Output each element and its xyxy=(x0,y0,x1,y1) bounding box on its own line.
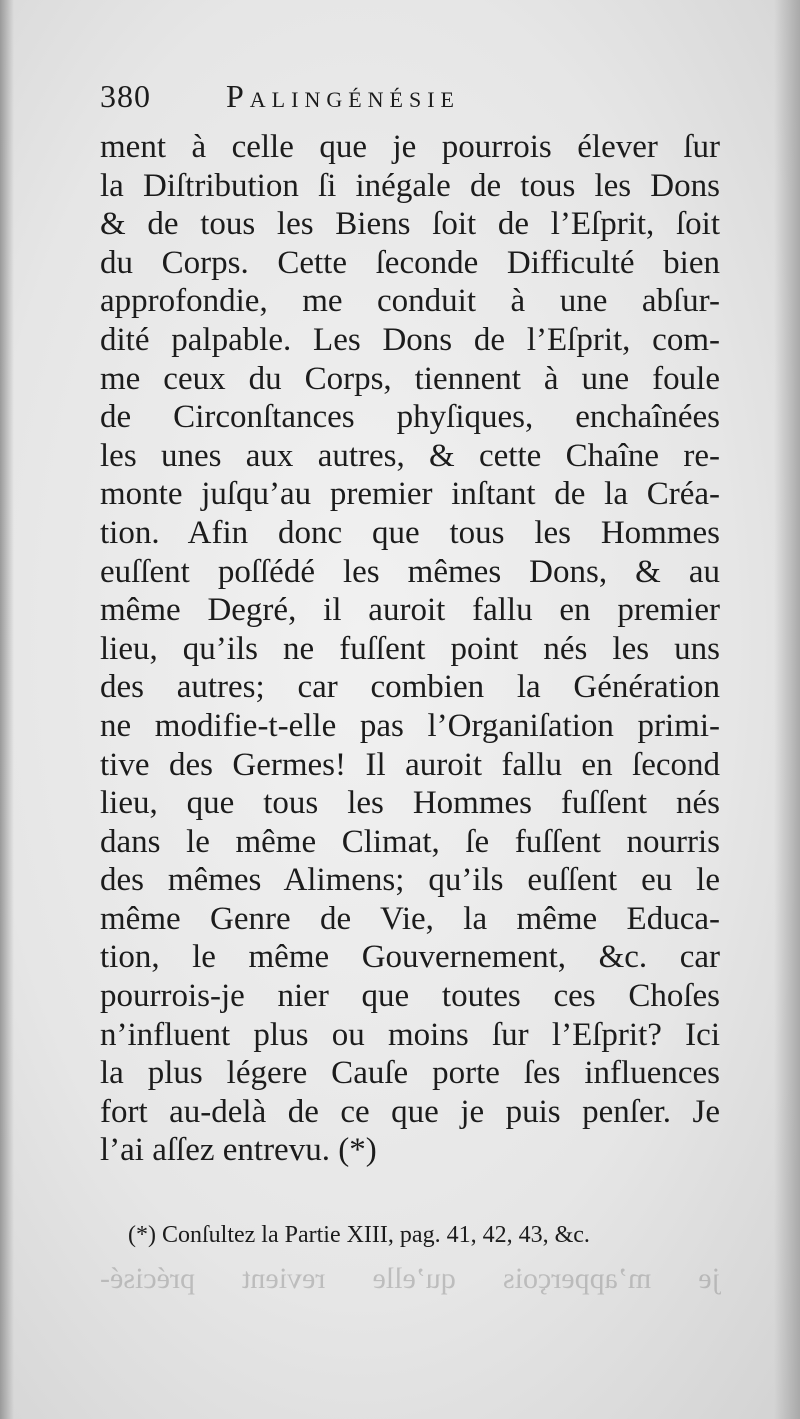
text-line: même Degré, il auroit fallu en premier xyxy=(100,592,720,629)
show-through-text: je m’apperçois qu’elle revient précisé- xyxy=(100,1262,720,1295)
running-title: Palingénésie xyxy=(226,78,460,114)
text-line: ment à celle que je pourrois élever ſur xyxy=(100,129,720,165)
text-line: monte juſqu’au premier inſtant de la Créa- xyxy=(100,476,720,513)
page-number: 380 xyxy=(100,78,151,114)
page-left-shadow xyxy=(0,0,14,1419)
text-line: dité palpable. Les Dons de l’Eſprit, com- xyxy=(100,321,720,358)
text-line: dans le même Climat, ſe fuſſent nourris xyxy=(100,823,720,860)
page-header xyxy=(100,78,740,122)
text-line: tive des Germes! Il auroit fallu en ſecond xyxy=(100,746,720,783)
text-line: euſſent poſſédé les mêmes Dons, & au xyxy=(100,553,720,590)
text-line: pourrois-je nier que toutes ces Choſes xyxy=(100,978,720,1015)
footnote: (*) Conſultez la Partie XIII, pag. 41, 42, 43, &c. xyxy=(128,1222,590,1248)
text-line: lieu, que tous les Hommes fuſſent nés xyxy=(100,785,720,822)
text-line: la plus légere Cauſe porte ſes influences xyxy=(100,1055,720,1092)
text-line: des autres; car combien la Génération xyxy=(100,669,720,706)
text-line: tion, le même Gouvernement, &c. car xyxy=(100,939,720,976)
text-line: de Circonſtances phyſiques, enchaînées xyxy=(100,399,720,436)
text-line: même Genre de Vie, la même Educa- xyxy=(100,900,720,937)
text-line: & de tous les Biens ſoit de l’Eſprit, ſoit xyxy=(100,206,720,243)
page-right-shadow xyxy=(774,0,800,1419)
text-line: les unes aux autres, & cette Chaîne re- xyxy=(100,437,720,474)
text-line: du Corps. Cette ſeconde Difficulté bien xyxy=(100,244,720,281)
text-line: me ceux du Corps, tiennent à une foule xyxy=(100,360,720,397)
text-line: la Diſtribution ſi inégale de tous les Dons xyxy=(100,167,720,204)
text-line: l’ai aſſez entrevu. (*) xyxy=(100,1132,377,1169)
body-text xyxy=(100,128,720,1170)
text-line: approfondie, me conduit à une abſur- xyxy=(100,283,720,320)
text-line: fort au-delà de ce que je puis penſer. Je xyxy=(100,1093,720,1130)
text-line: ne modifie-t-elle pas l’Organiſation primi- xyxy=(100,707,720,744)
text-line: n’influent plus ou moins ſur l’Eſprit? Ici xyxy=(100,1016,720,1053)
text-line: des mêmes Alimens; qu’ils euſſent eu le xyxy=(100,862,720,899)
text-line: lieu, qu’ils ne fuſſent point nés les uns xyxy=(100,630,720,667)
text-line: tion. Afin donc que tous les Hommes xyxy=(100,514,720,551)
